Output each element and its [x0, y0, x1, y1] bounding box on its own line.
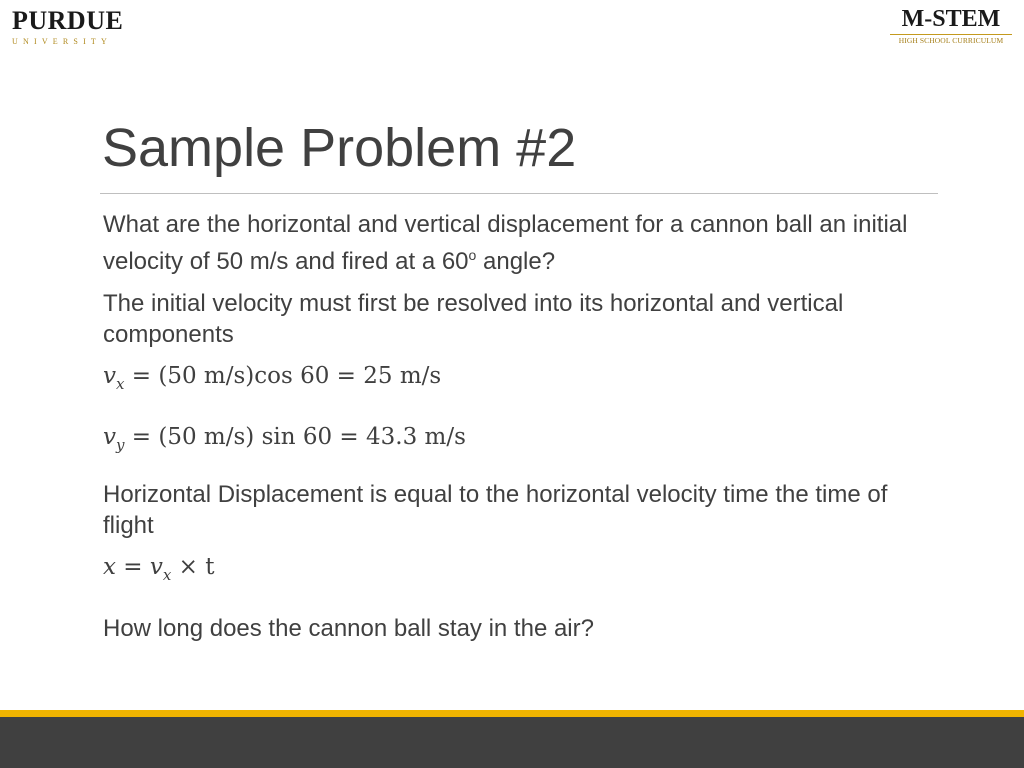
mstem-logo-divider: [890, 34, 1012, 35]
x-vx-variable: v: [149, 554, 163, 580]
mstem-logo: [888, 6, 1014, 45]
x-variable: x: [103, 554, 116, 580]
vx-expression: = (50 m/s)cos 60 = 25 m/s: [124, 363, 442, 389]
vx-equation: [103, 361, 943, 400]
purdue-logo-subtitle: UNIVERSITY: [12, 37, 112, 46]
title-divider: [100, 193, 938, 194]
slide-title: Sample Problem #2: [102, 118, 577, 178]
problem-statement: [103, 209, 943, 277]
x-equals: =: [115, 554, 150, 580]
problem-statement-text: What are the horizontal and vertical displacement for a cannon ball an initial velocity of 50 m/s and fired at a 60: [103, 211, 908, 275]
x-equation: [103, 552, 943, 591]
vy-equation: [103, 422, 943, 461]
mstem-logo-subtitle: HIGH SCHOOL CURRICULUM: [898, 36, 1004, 45]
degree-superscript: o: [468, 247, 477, 263]
purdue-logo-wordmark: PURDUE: [12, 6, 124, 35]
vy-variable: v: [103, 424, 116, 450]
slide-body: [103, 209, 943, 655]
x-times-t: × t: [171, 554, 215, 580]
footer-gold-stripe: [0, 710, 1024, 717]
vx-variable: v: [103, 363, 116, 389]
vx-subscript: x: [116, 375, 125, 393]
air-time-question: How long does the cannon ball stay in the air?: [103, 615, 594, 642]
horizontal-displacement-text: Horizontal Displacement is equal to the horizontal velocity time the time of flight: [103, 481, 888, 539]
x-vx-subscript: x: [162, 566, 172, 584]
resolve-instruction: The initial velocity must first be resolved into its horizontal and vertical components: [103, 290, 844, 348]
vy-subscript: y: [116, 436, 125, 454]
footer-dark-bar: [0, 717, 1024, 768]
mstem-logo-wordmark: M-STEM: [901, 6, 1001, 32]
problem-statement-end: angle?: [476, 248, 556, 275]
vy-expression: = (50 m/s) sin 60 = 43.3 m/s: [124, 424, 466, 450]
purdue-logo: [12, 8, 142, 48]
